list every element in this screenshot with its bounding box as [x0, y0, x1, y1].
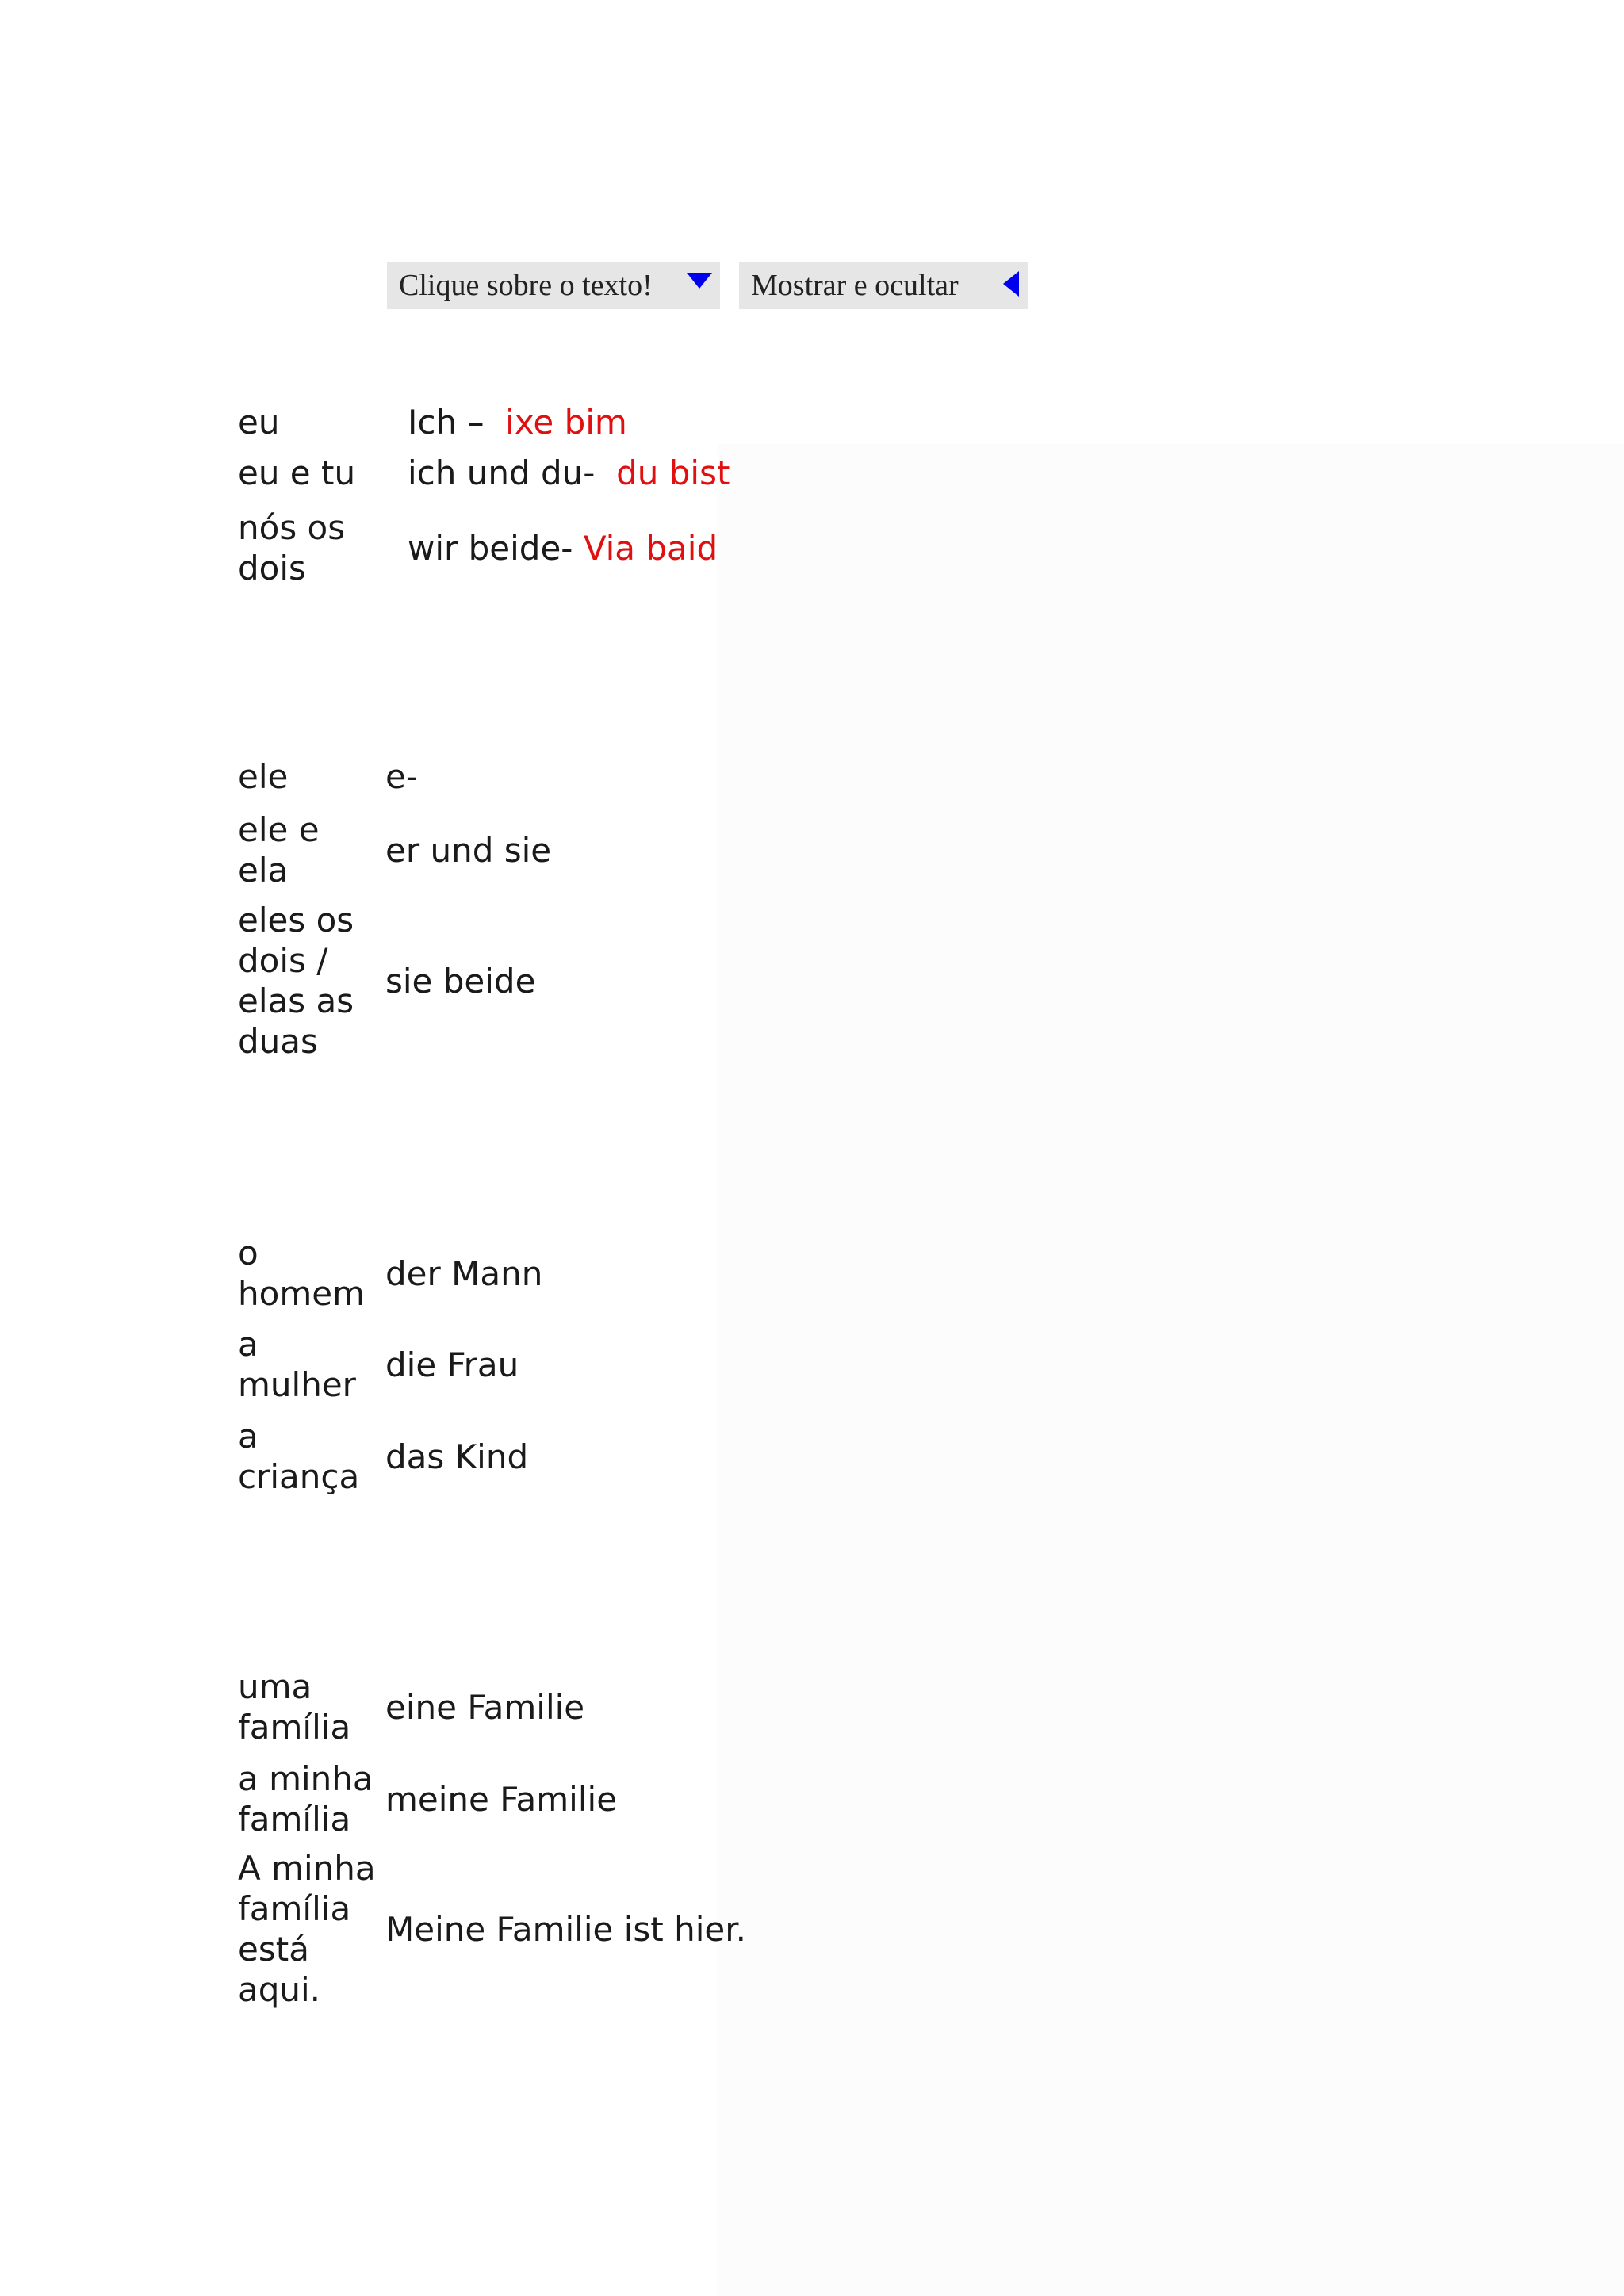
- show-hide-button[interactable]: [739, 262, 1028, 309]
- vocab-row[interactable]: [238, 1324, 519, 1405]
- german-term: e-: [385, 757, 418, 796]
- vocab-row[interactable]: [238, 1758, 617, 1839]
- vocab-row[interactable]: [238, 453, 730, 493]
- click-text-label: Clique sobre o texto!: [399, 269, 653, 302]
- portuguese-term: nós os dois: [238, 508, 346, 587]
- german-term: die Frau: [385, 1345, 519, 1384]
- vocab-row[interactable]: [238, 402, 627, 442]
- vocab-row[interactable]: [238, 1848, 746, 2010]
- vocab-row[interactable]: [238, 1233, 542, 1314]
- portuguese-term: A minha família está aqui.: [238, 1849, 376, 2009]
- portuguese-term: a mulher: [238, 1325, 356, 1404]
- background-shade: [718, 444, 1624, 2296]
- german-term: [408, 402, 627, 442]
- vocab-row[interactable]: [238, 507, 718, 588]
- click-text-button[interactable]: [387, 262, 720, 309]
- portuguese-term: ele: [238, 757, 289, 796]
- pronunciation-text: ixe bim: [505, 403, 627, 442]
- triangle-left-icon: [1003, 271, 1019, 297]
- german-text: Ich –: [408, 403, 485, 442]
- show-hide-label: Mostrar e ocultar: [751, 269, 959, 302]
- vocab-row[interactable]: [238, 809, 551, 890]
- portuguese-term: uma família: [238, 1667, 351, 1747]
- portuguese-term: a criança: [238, 1417, 360, 1496]
- pronunciation-text: Via baid: [583, 528, 718, 568]
- german-term: eine Familie: [385, 1687, 585, 1727]
- german-term: [408, 453, 730, 493]
- portuguese-term: eu e tu: [238, 453, 356, 492]
- portuguese-term: a minha família: [238, 1759, 373, 1839]
- german-text: wir beide-: [408, 528, 573, 568]
- pronunciation-text: du bist: [616, 453, 730, 492]
- german-term: der Mann: [385, 1253, 543, 1293]
- triangle-down-icon: [687, 273, 712, 289]
- german-term: er und sie: [385, 830, 552, 870]
- portuguese-term: o homem: [238, 1234, 365, 1313]
- german-term: [408, 528, 718, 568]
- german-term: sie beide: [385, 961, 536, 1001]
- german-term: Meine Familie ist hier.: [385, 1909, 746, 1949]
- portuguese-term: eu: [238, 403, 280, 442]
- vocab-row[interactable]: [238, 756, 418, 797]
- german-term: das Kind: [385, 1437, 529, 1476]
- german-term: meine Familie: [385, 1779, 618, 1819]
- german-text: ich und du-: [408, 453, 596, 492]
- vocab-row[interactable]: [238, 900, 535, 1062]
- vocab-row[interactable]: [238, 1416, 528, 1497]
- vocab-row[interactable]: [238, 1667, 584, 1747]
- portuguese-term: ele e ela: [238, 810, 320, 890]
- portuguese-term: eles os dois / elas as duas: [238, 901, 354, 1061]
